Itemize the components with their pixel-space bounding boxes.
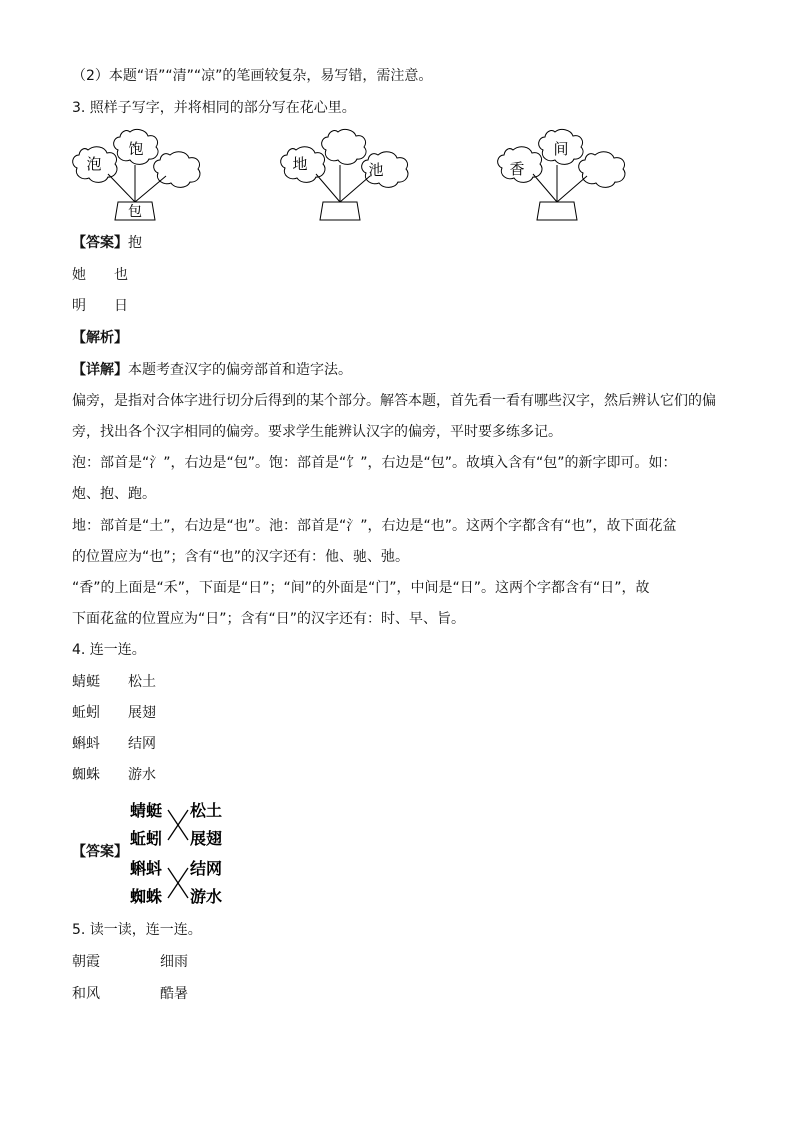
para-1-line-2: 旁，找出各个汉字相同的偏旁。要求学生能辨认汉字的偏旁，平时要多练多记。 [72, 424, 562, 440]
q5-row-1-right: 细雨 [160, 954, 188, 970]
flower-3-left-char: 香 [509, 160, 525, 178]
flower-2-right-char: 池 [368, 161, 384, 179]
flower-2-left-char: 地 [292, 155, 308, 173]
flower-1-left-char: 泡 [86, 155, 102, 173]
answer-3-first: 抱 [128, 235, 142, 251]
a4-right-3: 结网 [190, 859, 223, 878]
note-2: （2）本题“语”“清”“凉”的笔画较复杂，易写错，需注意。 [72, 68, 433, 84]
para-4-line-1: “香”的上面是“禾”，下面是“日”；“间”的外面是“门”，中间是“日”。这两个字都含有“日”，故 [72, 580, 650, 596]
q5-row-1-left: 朝霞 [72, 954, 100, 970]
question-3-title: 3. 照样子写字，并将相同的部分写在花心里。 [72, 100, 356, 116]
flower-pot-figure-3 [495, 128, 635, 222]
question-5-title: 5. 读一读，连一连。 [72, 922, 202, 938]
answer-3-row-2-right: 日 [114, 298, 128, 314]
para-3-line-2: 的位置应为“也”；含有“也”的汉字还有：他、驰、弛。 [72, 549, 410, 565]
detail-label: 【详解】 [72, 362, 128, 378]
q4-row-3-left: 蝌蚪 [72, 736, 100, 752]
flower-1-top-char: 饱 [128, 140, 144, 158]
para-2-line-2: 炮、抱、跑。 [72, 486, 156, 502]
flower-pot-figure-1 [70, 128, 210, 222]
answer-3-row-2-left: 明 [72, 298, 86, 314]
q4-row-4-left: 蜘蛛 [72, 767, 100, 783]
answer-3-row-1-left: 她 [72, 267, 86, 283]
para-3-line-1: 地：部首是“土”，右边是“也”。池：部首是“氵”，右边是“也”。这两个字都含有“也”，故下面花盆 [72, 518, 677, 534]
q4-row-1-right: 松土 [128, 674, 156, 690]
answer-4-matching-figure [128, 796, 228, 910]
a4-left-1: 蜻蜓 [130, 801, 163, 820]
a4-right-1: 松土 [190, 801, 223, 820]
answer-3-row-1-right: 也 [114, 267, 128, 283]
q4-row-2-right: 展翅 [128, 705, 156, 721]
q4-row-1-left: 蜻蜓 [72, 674, 100, 690]
q5-row-2-right: 酷暑 [160, 986, 188, 1002]
flower-pot-figure-2 [278, 128, 418, 222]
detail-line [72, 360, 352, 380]
flower-3-top-char: 间 [553, 140, 569, 158]
para-2-line-1: 泡：部首是“氵”，右边是“包”。饱：部首是“饣”，右边是“包”。故填入含有“包”的新字即可。如： [72, 455, 677, 471]
flower-1-pot-char: 包 [128, 204, 142, 220]
answer-4-label: 【答案】 [72, 844, 128, 860]
q4-row-3-right: 结网 [128, 736, 156, 752]
a4-right-2: 展翅 [190, 829, 223, 848]
answer-3 [72, 233, 142, 253]
a4-left-4: 蜘蛛 [130, 887, 163, 906]
q4-row-4-right: 游水 [128, 767, 156, 783]
question-4-title: 4. 连一连。 [72, 642, 146, 658]
a4-right-4: 游水 [190, 887, 223, 906]
q5-row-2-left: 和风 [72, 986, 100, 1002]
q4-row-2-left: 蚯蚓 [72, 705, 100, 721]
para-4-line-2: 下面花盆的位置应为“日”；含有“日”的汉字还有：时、早、旨。 [72, 611, 466, 627]
a4-left-2: 蚯蚓 [130, 829, 163, 848]
a4-left-3: 蝌蚪 [130, 859, 163, 878]
answer-label: 【答案】 [72, 235, 128, 251]
detail-text: 本题考查汉字的偏旁部首和造字法。 [128, 362, 352, 378]
para-1-line-1: 偏旁，是指对合体字进行切分后得到的某个部分。解答本题，首先看一看有哪些汉字，然后辨认它们的偏 [72, 393, 716, 409]
analysis-label: 【解析】 [72, 330, 128, 346]
